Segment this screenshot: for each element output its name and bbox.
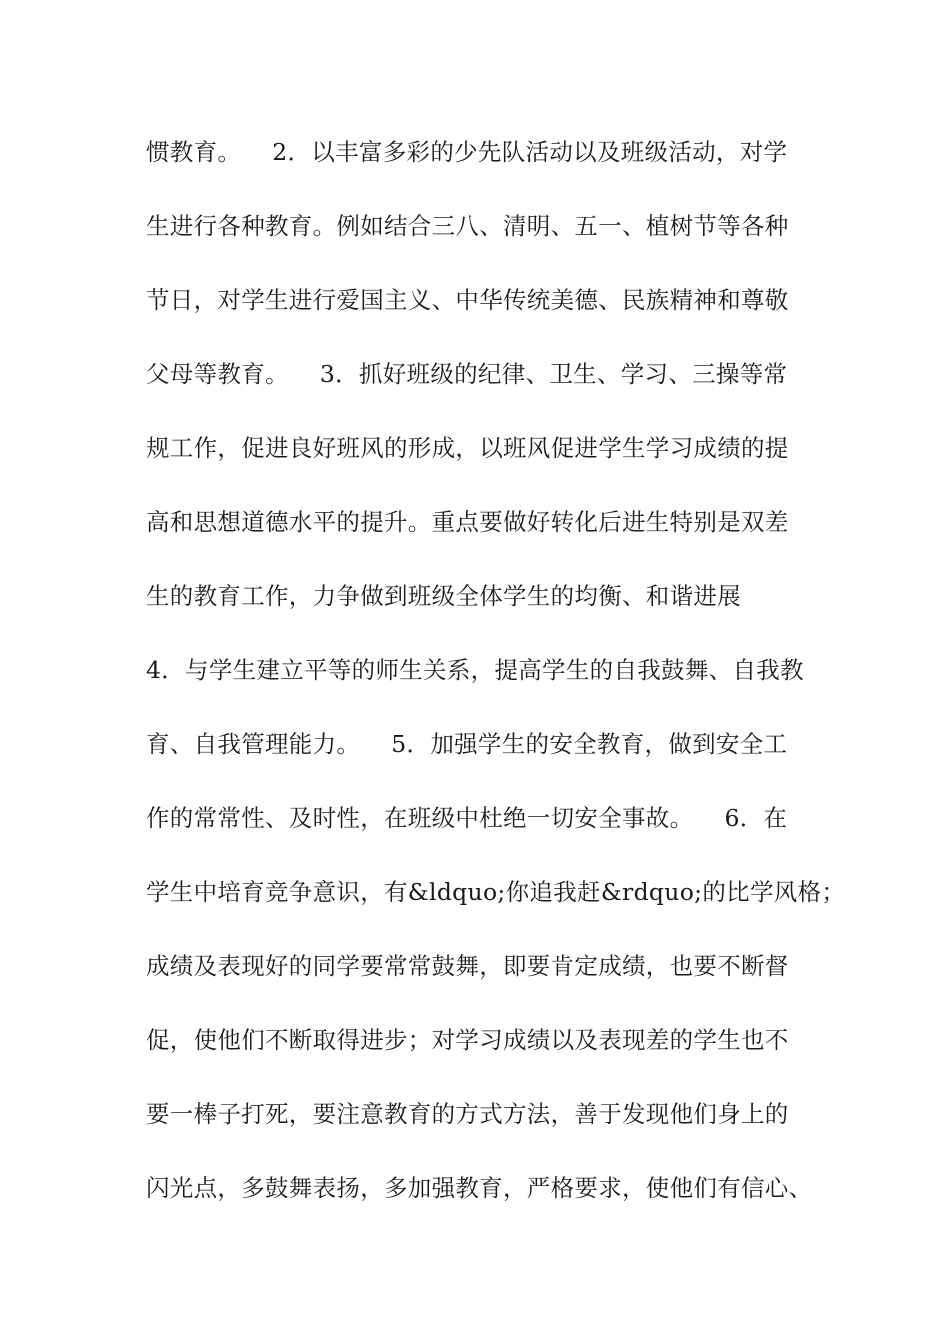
text-line: 要一棒子打死，要注意教育的方式方法，善于发现他们身上的 <box>146 1100 789 1128</box>
text-line: 育、自我管理能力。 5．加强学生的安全教育，做到安全工 <box>146 730 788 758</box>
text-line: 高和思想道德水平的提升。重点要做好转化后进生特别是双差 <box>146 508 789 536</box>
text-line: 4．与学生建立平等的师生关系，提高学生的自我鼓舞、自我教 <box>146 656 804 684</box>
text-line: 父母等教育。 3．抓好班级的纪律、卫生、学习、三操等常 <box>146 360 788 388</box>
text-line: 生进行各种教育。例如结合三八、清明、五一、植树节等各种 <box>146 212 789 240</box>
text-line: 学生中培育竞争意识，有&ldquo;你追我赶&rdquo;的比学风格； <box>146 878 846 906</box>
text-line: 规工作，促进良好班风的形成，以班风促进学生学习成绩的提 <box>146 434 789 462</box>
text-line: 作的常常性、及时性，在班级中杜绝一切安全事故。 6．在 <box>146 804 788 832</box>
text-line: 生的教育工作，力争做到班级全体学生的均衡、和谐进展 <box>146 582 741 610</box>
text-line: 促，使他们不断取得进步；对学习成绩以及表现差的学生也不 <box>146 1026 789 1054</box>
text-line: 闪光点，多鼓舞表扬，多加强教育，严格要求，使他们有信心、 <box>146 1174 813 1202</box>
text-line: 惯教育。 2．以丰富多彩的少先队活动以及班级活动，对学 <box>146 138 788 166</box>
text-line: 成绩及表现好的同学要常常鼓舞，即要肯定成绩，也要不断督 <box>146 952 789 980</box>
text-line: 节日，对学生进行爱国主义、中华传统美德、民族精神和尊敬 <box>146 286 789 314</box>
